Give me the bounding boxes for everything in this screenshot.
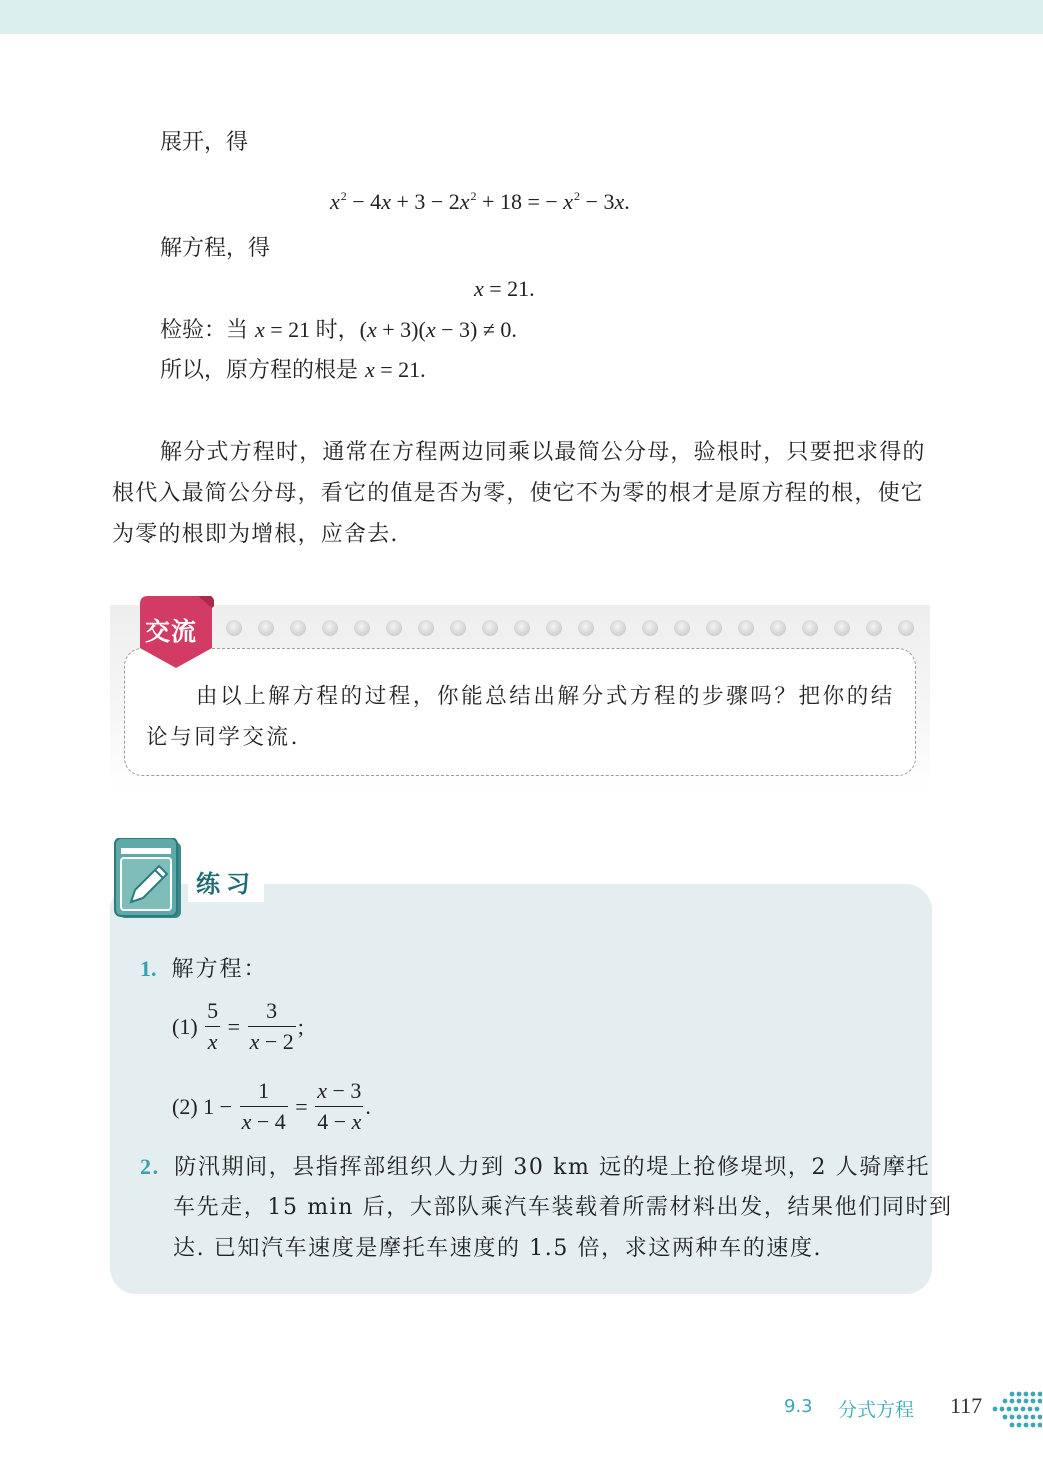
pencil-notebook-icon — [113, 838, 185, 922]
solve-label: 解方程，得 — [160, 236, 271, 261]
notebook-holes — [226, 620, 926, 638]
q2-line1: 2. 防汛期间，县指挥部组织人力到 30 km 远的堤上抢修堤坝，2 人骑摩托 — [140, 1154, 931, 1180]
discussion-tag-label: 交流 — [145, 617, 198, 646]
summary-paragraph: 解分式方程时，通常在方程两边同乘以最简公分母，验根时，只要把求得的根代入最简公分母，看它的值是否为零，使它不为零的根才是原方程的根，使它为零的根即为增根，应舍去. — [112, 440, 926, 547]
q1-part1: (1) $\frac{5}{x}$ = $\frac{3}{x - 2}$ ; — [172, 994, 304, 1058]
fraction: $\frac{x - 3}{4 - x}$ — [315, 1076, 363, 1137]
fraction: $\frac{5}{x}$ — [205, 996, 220, 1057]
fraction: $\frac{3}{x - 2}$ — [248, 996, 296, 1057]
q1-heading: 1. 解方程： — [140, 956, 268, 982]
footer-section-title: 分式方程 — [838, 1399, 915, 1421]
dot-grid-icon — [992, 1391, 1042, 1429]
top-band — [0, 0, 1043, 34]
fraction: $\frac{1}{x - 4}$ — [240, 1076, 288, 1137]
page-number: 117 — [950, 1393, 983, 1418]
solution-equation: x = 21. — [474, 276, 535, 301]
expanded-equation: $x^2 - 4x + 3 - 2x^2 + 18$ = − $x^2 - 3x$. — [330, 189, 630, 214]
q1-part2: (2) 1 − $\frac{1}{x - 4}$ = $\frac{x - 3}{4 - x}$ . — [172, 1074, 371, 1138]
footer-section-number: 9.3 — [784, 1396, 813, 1417]
conclusion-line: 所以，原方程的根是 x = 21. — [160, 357, 426, 383]
practice-title: 练习 — [188, 866, 264, 902]
check-line: 检验：当 x = 21 时，(x + 3)(x − 3) ≠ 0. — [160, 317, 517, 343]
q2-line3: 达. 已知汽车速度是摩托车速度的 1.5 倍，求这两种车的速度. — [173, 1236, 823, 1261]
q2-line2: 车先走，15 min 后，大部队乘汽车装载着所需材料出发，结果他们同时到 — [173, 1195, 953, 1220]
discussion-text: 由以上解方程的过程，你能总结出解分式方程的步骤吗？把你的结论与同学交流. — [146, 684, 895, 750]
expand-label: 展开，得 — [160, 130, 249, 155]
